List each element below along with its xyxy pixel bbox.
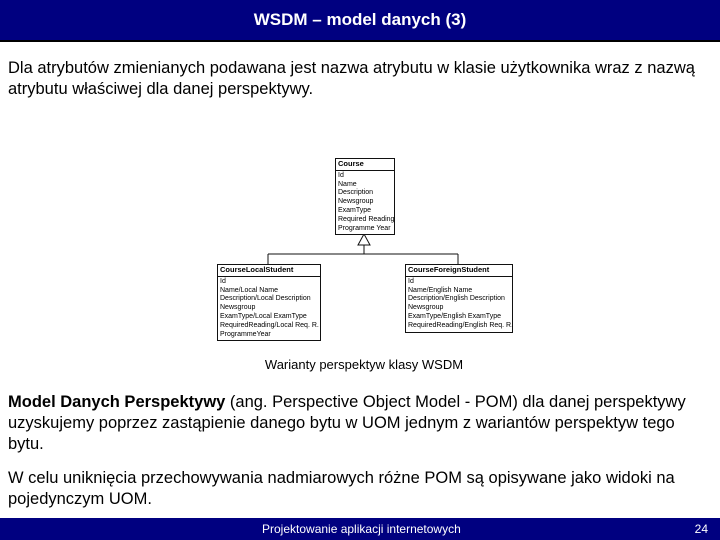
definition-term: Model Danych Perspektywy: [8, 393, 226, 411]
class-foreign-name: CourseForeignStudent: [406, 265, 512, 277]
attribute: Id: [220, 277, 226, 285]
attribute: Newsgroup: [220, 304, 256, 312]
footer-text: Projektowanie aplikacji internetowych: [262, 522, 461, 536]
attribute: Newsgroup: [338, 198, 374, 206]
attribute: ExamType/Local ExamType: [220, 312, 307, 320]
attribute: ProgrammeYear: [220, 330, 271, 338]
attribute: Programme Year: [338, 224, 391, 232]
class-course: [335, 158, 395, 235]
attribute: Description/English Description: [408, 295, 505, 303]
attribute: ExamType: [338, 206, 372, 214]
attribute: RequiredReading/English Req. R.: [408, 321, 514, 329]
diagram-caption: Warianty perspektyw klasy WSDM: [264, 357, 464, 372]
class-course-local-student: [217, 264, 321, 341]
definition-paragraph: [8, 392, 712, 455]
definition-text: (ang. Perspective Object Model - POM) dla danej perspektywy uzyskujemy poprzez zastąpienie danego bytu w UOM jednym z wariantów perspektyw tego bytu.: [8, 393, 686, 453]
class-local-name: CourseLocalStudent: [218, 265, 320, 277]
intro-paragraph: Dla atrybutów zmienianych podawana jest nazwa atrybutu w klasie użytkownika wraz z nazwą atrybutu właściwej dla danej perspektywy.: [8, 59, 695, 98]
attribute: Name: [338, 180, 357, 188]
attribute: Description/Local Description: [220, 295, 311, 303]
class-course-name: Course: [336, 159, 394, 171]
attribute: Name/Local Name: [220, 286, 278, 294]
attribute: Id: [338, 171, 344, 179]
attribute: RequiredReading/Local Req. R.: [220, 321, 319, 329]
attribute: ExamType/English ExamType: [408, 312, 501, 320]
class-foreign-attributes: [406, 277, 512, 332]
class-course-attributes: [336, 171, 394, 235]
class-course-foreign-student: [405, 264, 513, 333]
attribute: Name/English Name: [408, 286, 473, 294]
class-local-attributes: [218, 277, 320, 341]
note-paragraph: W celu uniknięcia przechowywania nadmiarowych różne POM są opisywane jako widoki na pojedynczym UOM.: [8, 469, 675, 508]
slide-title-bar: [0, 0, 720, 40]
page-number: 24: [694, 522, 708, 536]
attribute: Id: [408, 277, 414, 285]
attribute: Required Reading: [338, 215, 395, 223]
title-divider: [0, 40, 720, 42]
uml-diagram: [212, 150, 516, 350]
generalization-arrowhead: [358, 234, 370, 245]
attribute: Description: [338, 189, 374, 197]
attribute: Newsgroup: [408, 304, 444, 312]
footer-bar: [0, 518, 720, 540]
slide-title: WSDM – model danych (3): [253, 10, 467, 29]
